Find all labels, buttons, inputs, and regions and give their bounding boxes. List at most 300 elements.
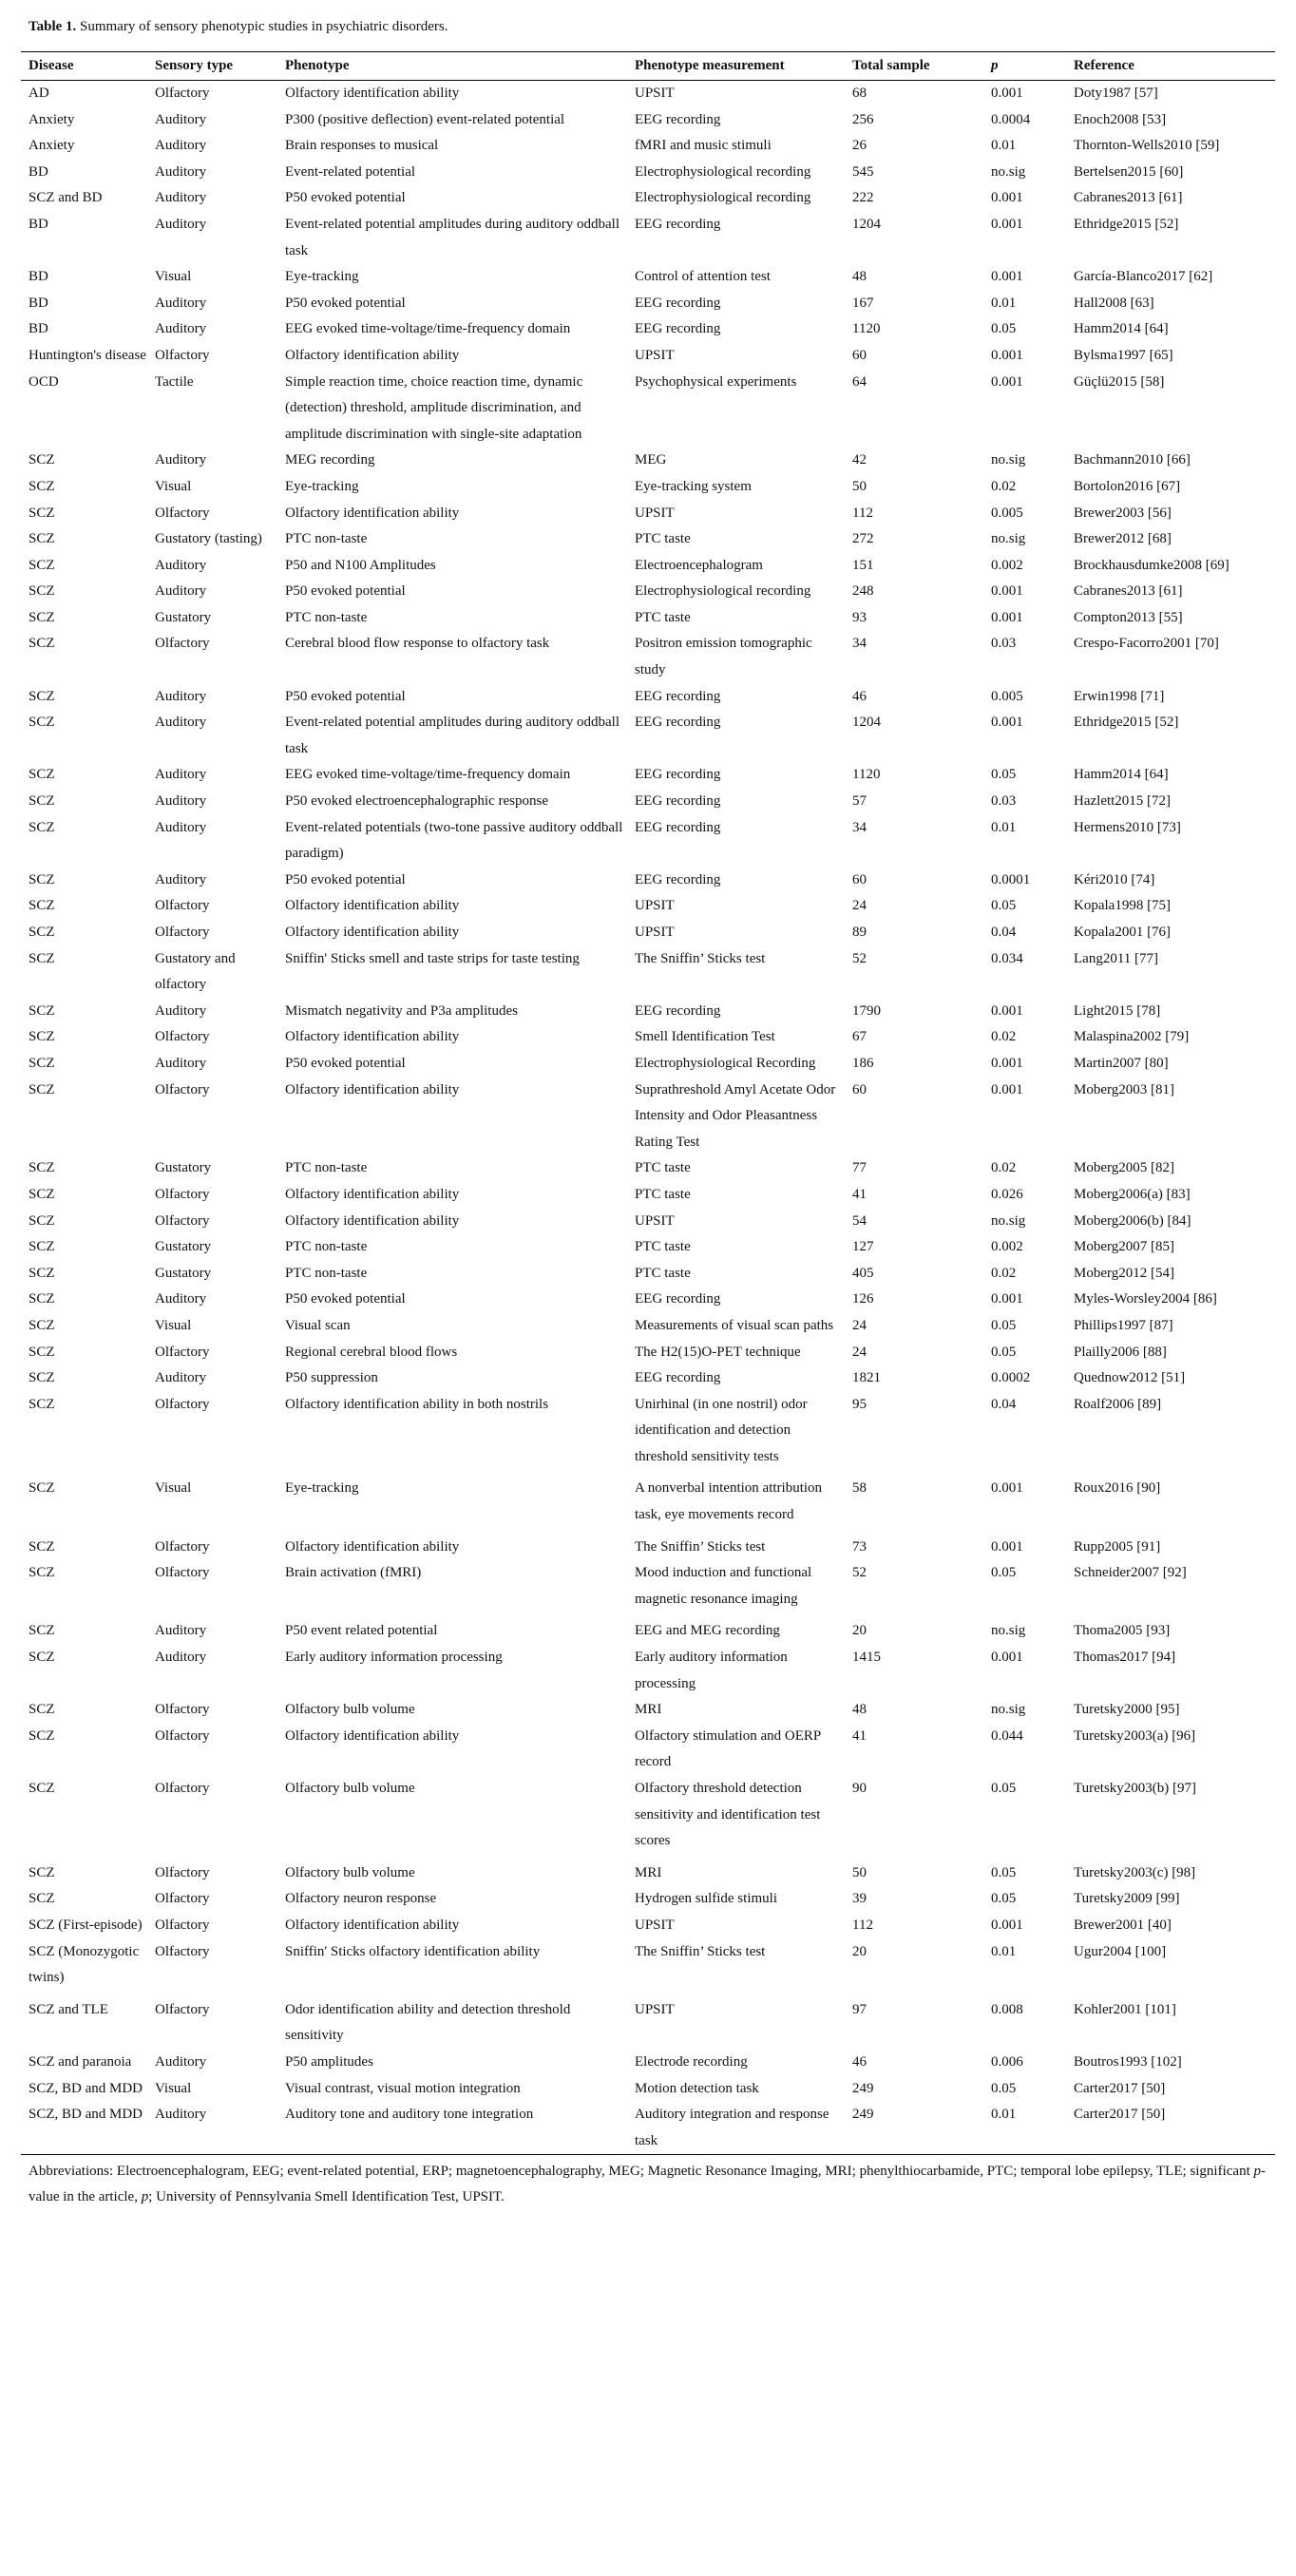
cell-reference: Turetsky2009 [99] [1074, 1891, 1180, 1907]
table-row [21, 2102, 1275, 2155]
table-row [21, 1560, 1275, 1618]
cell-phenotype: Sniffin' Sticks olfactory identification ability [285, 1943, 541, 1959]
cell-p-value: 0.02 [991, 1029, 1017, 1045]
cell-sensory-type: Gustatory (tasting) [155, 531, 262, 547]
cell-total-sample: 58 [852, 1480, 867, 1497]
cell-phenotype: EEG evoked time-voltage/time-frequency domain [285, 321, 571, 337]
cell-phenotype: Olfactory identification ability [285, 1081, 460, 1097]
cell-p-value: 0.0002 [991, 1370, 1031, 1386]
cell-total-sample: 222 [852, 190, 874, 206]
cell-total-sample: 24 [852, 1344, 867, 1360]
table-row [21, 501, 1275, 527]
cell-disease: SCZ [29, 767, 55, 783]
cell-disease: SCZ, BD and MDD [29, 2080, 143, 2096]
cell-phenotype-measurement: The H2(15)O-PET technique [635, 1344, 801, 1360]
cell-disease: SCZ [29, 925, 55, 940]
cell-p-value: 0.04 [991, 1396, 1017, 1412]
cell-phenotype: P50 evoked potential [285, 583, 406, 600]
cell-reference: Martin2007 [80] [1074, 1055, 1169, 1071]
cell-total-sample: 60 [852, 347, 867, 363]
cell-phenotype-measurement: UPSIT [635, 1917, 675, 1933]
cell-total-sample: 20 [852, 1623, 867, 1639]
cell-phenotype: Event-related potential [285, 163, 416, 180]
cell-phenotype-measurement: EEG recording [635, 1002, 721, 1019]
cell-sensory-type: Auditory [155, 111, 207, 127]
cell-phenotype: Olfactory identification ability [285, 898, 460, 914]
cell-disease: SCZ [29, 1344, 55, 1360]
cell-disease: BD [29, 295, 48, 311]
cell-disease: SCZ and paranoia [29, 2053, 132, 2070]
cell-disease: SCZ [29, 819, 55, 835]
cell-phenotype: Olfactory bulb volume [285, 1781, 415, 1796]
cell-total-sample: 1790 [852, 1002, 881, 1019]
table-caption-label: Table 1. [29, 19, 77, 34]
cell-total-sample: 95 [852, 1396, 867, 1412]
cell-p-value: 0.0001 [991, 871, 1031, 887]
cell-disease: SCZ [29, 793, 55, 810]
cell-p-value: 0.01 [991, 1943, 1017, 1959]
footnote-p-symbol-2: p [141, 2189, 149, 2204]
cell-total-sample: 48 [852, 1702, 867, 1718]
cell-phenotype: Olfactory identification ability [285, 1212, 460, 1229]
cell-phenotype: Olfactory identification ability in both nostrils [285, 1396, 549, 1412]
cell-total-sample: 41 [852, 1727, 867, 1744]
cell-disease: BD [29, 216, 48, 232]
cell-phenotype-measurement: EEG recording [635, 1370, 721, 1386]
cell-reference: Moberg2005 [82] [1074, 1160, 1174, 1176]
cell-total-sample: 52 [852, 950, 867, 966]
cell-phenotype-measurement: EEG recording [635, 819, 721, 835]
table-row [21, 1724, 1275, 1776]
cell-reference: Bylsma1997 [65] [1074, 347, 1173, 363]
cell-phenotype: PTC non-taste [285, 1265, 368, 1281]
cell-phenotype: PTC non-taste [285, 1239, 368, 1255]
table-row [21, 1287, 1275, 1313]
cell-phenotype-measurement: Electrode recording [635, 2053, 748, 2070]
cell-sensory-type: Olfactory [155, 1565, 210, 1581]
cell-p-value: 0.01 [991, 2107, 1017, 2123]
cell-phenotype-measurement: MRI [635, 1702, 662, 1718]
cell-phenotype: EEG evoked time-voltage/time-frequency domain [285, 767, 571, 783]
cell-sensory-type: Auditory [155, 452, 207, 468]
cell-sensory-type: Auditory [155, 688, 207, 704]
cell-reference: Bachmann2010 [66] [1074, 452, 1191, 468]
table-row [21, 370, 1275, 448]
table-row [21, 920, 1275, 946]
cell-p-value: no.sig [991, 1702, 1026, 1718]
table-row [21, 1209, 1275, 1235]
cell-reference: Moberg2007 [85] [1074, 1239, 1174, 1255]
cell-p-value: 0.04 [991, 925, 1017, 940]
cell-phenotype: Event-related potential amplitudes during auditory oddball task [285, 715, 619, 756]
cell-p-value: no.sig [991, 452, 1026, 468]
table-row [21, 185, 1275, 212]
cell-disease: SCZ [29, 1538, 55, 1555]
cell-reference: Roalf2006 [89] [1074, 1396, 1162, 1412]
cell-phenotype-measurement: Mood induction and functional magnetic resonance imaging [635, 1565, 812, 1607]
cell-reference: Brewer2003 [56] [1074, 505, 1172, 521]
cell-disease: SCZ [29, 1029, 55, 1045]
cell-total-sample: 60 [852, 871, 867, 887]
cell-phenotype: Sniffin' Sticks smell and taste strips for taste testing [285, 950, 580, 966]
cell-total-sample: 256 [852, 111, 874, 127]
table-row [21, 81, 1275, 107]
cell-total-sample: 68 [852, 86, 867, 101]
table-row [21, 1476, 1275, 1534]
cell-disease: AD [29, 86, 49, 101]
cell-phenotype-measurement: EEG recording [635, 216, 721, 232]
cell-disease: SCZ [29, 1160, 55, 1176]
table-row [21, 526, 1275, 553]
cell-phenotype: P50 evoked potential [285, 190, 406, 206]
cell-sensory-type: Auditory [155, 295, 207, 311]
table-row [21, 1697, 1275, 1724]
cell-sensory-type: Olfactory [155, 1212, 210, 1229]
cell-p-value: 0.05 [991, 1781, 1017, 1796]
table-footnote [29, 2159, 1292, 2210]
cell-total-sample: 52 [852, 1565, 867, 1581]
cell-phenotype-measurement: Control of attention test [635, 269, 771, 285]
cell-disease: SCZ [29, 1186, 55, 1202]
cell-reference: Kéri2010 [74] [1074, 871, 1155, 887]
cell-phenotype-measurement: EEG recording [635, 295, 721, 311]
table-row [21, 1645, 1275, 1697]
cell-phenotype: Olfactory identification ability [285, 86, 460, 101]
table-row [21, 999, 1275, 1025]
cell-sensory-type: Olfactory [155, 1396, 210, 1412]
cell-phenotype-measurement: MEG [635, 452, 667, 468]
footnote-text-2: -value in the article, [29, 2164, 1266, 2204]
cell-disease: SCZ and BD [29, 190, 103, 206]
table-row [21, 579, 1275, 605]
cell-total-sample: 39 [852, 1891, 867, 1907]
cell-p-value: 0.05 [991, 1344, 1017, 1360]
cell-p-value: 0.001 [991, 715, 1023, 731]
cell-p-value: 0.05 [991, 1864, 1017, 1880]
cell-p-value: 0.01 [991, 295, 1017, 311]
cell-reference: Turetsky2000 [95] [1074, 1702, 1180, 1718]
header-disease: Disease [29, 58, 74, 73]
cell-reference: García-Blanco2017 [62] [1074, 269, 1213, 285]
cell-total-sample: 50 [852, 1864, 867, 1880]
cell-sensory-type: Olfactory [155, 2001, 210, 2017]
cell-phenotype-measurement: Eye-tracking system [635, 478, 752, 494]
cell-reference: Cabranes2013 [61] [1074, 583, 1183, 600]
cell-phenotype: P50 evoked potential [285, 1291, 406, 1307]
cell-phenotype-measurement: Early auditory information processing [635, 1650, 788, 1691]
cell-disease: SCZ, BD and MDD [29, 2107, 143, 2123]
cell-reference: Moberg2012 [54] [1074, 1265, 1174, 1281]
cell-sensory-type: Visual [155, 478, 192, 494]
cell-disease: SCZ [29, 636, 55, 652]
cell-disease: SCZ [29, 871, 55, 887]
cell-total-sample: 248 [852, 583, 874, 600]
table-row [21, 1234, 1275, 1261]
cell-p-value: 0.05 [991, 898, 1017, 914]
cell-phenotype: PTC non-taste [285, 609, 368, 625]
cell-p-value: 0.001 [991, 190, 1023, 206]
header-reference: Reference [1074, 58, 1134, 73]
cell-reference: Malaspina2002 [79] [1074, 1029, 1190, 1045]
table-row [21, 1182, 1275, 1209]
cell-total-sample: 1204 [852, 715, 881, 731]
cell-phenotype: Cerebral blood flow response to olfactory task [285, 636, 550, 652]
cell-reference: Brockhausdumke2008 [69] [1074, 557, 1229, 573]
table-row [21, 762, 1275, 789]
cell-sensory-type: Visual [155, 1317, 192, 1333]
cell-disease: SCZ (Monozygotic twins) [29, 1943, 140, 1986]
cell-p-value: no.sig [991, 1623, 1026, 1639]
cell-total-sample: 57 [852, 793, 867, 810]
cell-disease: SCZ [29, 1291, 55, 1307]
cell-disease: SCZ [29, 950, 55, 966]
cell-reference: Compton2013 [55] [1074, 609, 1183, 625]
cell-p-value: 0.02 [991, 1160, 1017, 1176]
cell-sensory-type: Olfactory [155, 1917, 210, 1933]
cell-p-value: 0.0004 [991, 111, 1031, 127]
cell-phenotype-measurement: UPSIT [635, 898, 675, 914]
cell-disease: SCZ [29, 898, 55, 914]
table-caption-text: Summary of sensory phenotypic studies in psychiatric disorders. [76, 19, 448, 34]
cell-phenotype: P300 (positive deflection) event-related potential [285, 111, 565, 127]
cell-phenotype: P50 amplitudes [285, 2053, 373, 2070]
cell-disease: SCZ and TLE [29, 2001, 108, 2017]
cell-phenotype-measurement: UPSIT [635, 505, 675, 521]
cell-phenotype-measurement: UPSIT [635, 86, 675, 101]
cell-reference: Phillips1997 [87] [1074, 1317, 1173, 1333]
table-row [21, 815, 1275, 868]
cell-phenotype: P50 evoked potential [285, 688, 406, 704]
table-row [21, 2050, 1275, 2076]
cell-sensory-type: Olfactory [155, 1943, 210, 1959]
cell-reference: Cabranes2013 [61] [1074, 190, 1183, 206]
cell-reference: Plailly2006 [88] [1074, 1344, 1167, 1360]
cell-phenotype-measurement: A nonverbal intention attribution task, eye movements record [635, 1480, 823, 1523]
cell-total-sample: 34 [852, 819, 867, 835]
cell-disease: SCZ [29, 609, 55, 625]
cell-phenotype: Olfactory identification ability [285, 1186, 460, 1202]
cell-p-value: 0.05 [991, 767, 1017, 783]
cell-reference: Kohler2001 [101] [1074, 2001, 1176, 2017]
table-row [21, 1313, 1275, 1340]
cell-phenotype: PTC non-taste [285, 531, 368, 547]
cell-phenotype-measurement: UPSIT [635, 347, 675, 363]
table-row [21, 631, 1275, 683]
cell-total-sample: 90 [852, 1781, 867, 1796]
cell-phenotype-measurement: EEG recording [635, 767, 721, 783]
cell-p-value: 0.05 [991, 1565, 1017, 1581]
cell-total-sample: 54 [852, 1212, 867, 1229]
cell-disease: SCZ [29, 1239, 55, 1255]
cell-p-value: 0.05 [991, 1317, 1017, 1333]
cell-phenotype-measurement: Psychophysical experiments [635, 373, 797, 390]
cell-p-value: 0.001 [991, 1081, 1023, 1097]
cell-total-sample: 48 [852, 269, 867, 285]
cell-p-value: 0.001 [991, 1480, 1023, 1497]
cell-reference: Turetsky2003(b) [97] [1074, 1781, 1197, 1796]
cell-phenotype-measurement: Electrophysiological recording [635, 163, 811, 180]
cell-phenotype: MEG recording [285, 452, 375, 468]
cell-reference: Rupp2005 [91] [1074, 1538, 1161, 1555]
cell-phenotype: Brain responses to musical [285, 138, 439, 154]
cell-total-sample: 42 [852, 452, 867, 468]
cell-phenotype: Olfactory identification ability [285, 1029, 460, 1045]
table-row [21, 1860, 1275, 1887]
header-phenotype-measurement: Phenotype measurement [635, 58, 785, 73]
cell-disease: SCZ (First-episode) [29, 1917, 143, 1933]
table-row [21, 1024, 1275, 1051]
cell-disease: SCZ [29, 1212, 55, 1229]
cell-total-sample: 1821 [852, 1370, 881, 1386]
cell-phenotype: P50 evoked potential [285, 295, 406, 311]
cell-reference: Kopala1998 [75] [1074, 898, 1172, 914]
cell-total-sample: 89 [852, 925, 867, 940]
cell-total-sample: 127 [852, 1239, 874, 1255]
cell-disease: SCZ [29, 1396, 55, 1412]
cell-reference: Turetsky2003(c) [98] [1074, 1864, 1196, 1880]
cell-p-value: no.sig [991, 531, 1026, 547]
cell-phenotype-measurement: Auditory integration and response task [635, 2107, 829, 2148]
cell-p-value: 0.008 [991, 2001, 1023, 2017]
cell-sensory-type: Olfactory [155, 505, 210, 521]
cell-disease: SCZ [29, 1055, 55, 1071]
cell-p-value: 0.001 [991, 1055, 1023, 1071]
cell-total-sample: 34 [852, 636, 867, 652]
table-row [21, 868, 1275, 894]
cell-total-sample: 67 [852, 1029, 867, 1045]
cell-phenotype: P50 evoked potential [285, 871, 406, 887]
cell-total-sample: 50 [852, 478, 867, 494]
cell-p-value: 0.01 [991, 819, 1017, 835]
cell-total-sample: 41 [852, 1186, 867, 1202]
cell-sensory-type: Olfactory [155, 1781, 210, 1796]
table-row [21, 1618, 1275, 1645]
cell-total-sample: 1415 [852, 1650, 881, 1666]
cell-reference: Güçlü2015 [58] [1074, 373, 1165, 390]
cell-phenotype-measurement: EEG recording [635, 111, 721, 127]
cell-reference: Schneider2007 [92] [1074, 1565, 1187, 1581]
table-row [21, 710, 1275, 762]
cell-total-sample: 77 [852, 1160, 867, 1176]
cell-p-value: 0.05 [991, 1891, 1017, 1907]
cell-sensory-type: Auditory [155, 321, 207, 337]
cell-disease: SCZ [29, 1623, 55, 1639]
cell-reference: Thomas2017 [94] [1074, 1650, 1176, 1666]
cell-total-sample: 97 [852, 2001, 867, 2017]
footnote-p-symbol-1: p [1253, 2164, 1261, 2179]
cell-sensory-type: Auditory [155, 2053, 207, 2070]
cell-total-sample: 186 [852, 1055, 874, 1071]
cell-total-sample: 112 [852, 1917, 873, 1933]
table-row [21, 946, 1275, 999]
header-phenotype: Phenotype [285, 58, 350, 73]
cell-reference: Hamm2014 [64] [1074, 767, 1169, 783]
cell-phenotype-measurement: Olfactory threshold detection sensitivity and identification test scores [635, 1781, 821, 1849]
cell-phenotype: PTC non-taste [285, 1160, 368, 1176]
cell-phenotype-measurement: EEG and MEG recording [635, 1623, 780, 1639]
cell-sensory-type: Auditory [155, 871, 207, 887]
cell-phenotype: Olfactory identification ability [285, 1538, 460, 1555]
cell-reference: Boutros1993 [102] [1074, 2053, 1182, 2070]
table-row [21, 1051, 1275, 1078]
cell-p-value: 0.01 [991, 138, 1017, 154]
cell-disease: SCZ [29, 1480, 55, 1497]
cell-phenotype: Mismatch negativity and P3a amplitudes [285, 1002, 518, 1019]
cell-p-value: 0.002 [991, 557, 1023, 573]
cell-sensory-type: Visual [155, 269, 192, 285]
cell-phenotype: Event-related potentials (two-tone passive auditory oddball paradigm) [285, 819, 623, 862]
cell-sensory-type: Olfactory [155, 898, 210, 914]
cell-total-sample: 405 [852, 1265, 874, 1281]
cell-total-sample: 249 [852, 2080, 874, 2096]
cell-sensory-type: Auditory [155, 163, 207, 180]
cell-reference: Bertelsen2015 [60] [1074, 163, 1184, 180]
cell-phenotype: Simple reaction time, choice reaction time, dynamic (detection) threshold, amplitude discrimination, and amplitude discrimination with single-site adaptation [285, 373, 583, 442]
cell-sensory-type: Olfactory [155, 1538, 210, 1555]
table-row [21, 160, 1275, 186]
cell-phenotype-measurement: Motion detection task [635, 2080, 759, 2096]
cell-reference: Carter2017 [50] [1074, 2080, 1166, 2096]
cell-phenotype-measurement: Smell Identification Test [635, 1029, 775, 1045]
cell-phenotype: P50 evoked potential [285, 1055, 406, 1071]
table-row [21, 1913, 1275, 1939]
cell-p-value: 0.001 [991, 1291, 1023, 1307]
cell-disease: SCZ [29, 531, 55, 547]
cell-phenotype-measurement: Olfactory stimulation and OERP record [635, 1727, 821, 1770]
cell-disease: SCZ [29, 505, 55, 521]
cell-phenotype-measurement: Electrophysiological recording [635, 583, 811, 600]
cell-disease: SCZ [29, 688, 55, 704]
cell-p-value: 0.002 [991, 1239, 1023, 1255]
cell-total-sample: 24 [852, 1317, 867, 1333]
cell-phenotype: Eye-tracking [285, 1480, 359, 1497]
table-row [21, 291, 1275, 317]
table-row [21, 474, 1275, 501]
table-row [21, 1078, 1275, 1156]
cell-p-value: 0.026 [991, 1186, 1023, 1202]
cell-reference: Thornton-Wells2010 [59] [1074, 138, 1220, 154]
cell-p-value: 0.03 [991, 793, 1017, 810]
cell-sensory-type: Auditory [155, 1055, 207, 1071]
cell-phenotype-measurement: PTC taste [635, 1160, 691, 1176]
cell-phenotype: Regional cerebral blood flows [285, 1344, 458, 1360]
cell-reference: Ugur2004 [100] [1074, 1943, 1167, 1959]
table-row [21, 264, 1275, 291]
cell-phenotype: Olfactory bulb volume [285, 1702, 415, 1718]
cell-disease: SCZ [29, 452, 55, 468]
cell-sensory-type: Olfactory [155, 925, 210, 940]
cell-sensory-type: Gustatory [155, 1239, 212, 1255]
cell-disease: SCZ [29, 1265, 55, 1281]
cell-sensory-type: Visual [155, 2080, 192, 2096]
cell-disease: BD [29, 163, 48, 180]
cell-p-value: 0.001 [991, 1650, 1023, 1666]
cell-reference: Roux2016 [90] [1074, 1480, 1161, 1497]
cell-p-value: no.sig [991, 1212, 1026, 1229]
cell-p-value: 0.005 [991, 688, 1023, 704]
phenotype-table [21, 51, 1275, 2155]
cell-phenotype-measurement: PTC taste [635, 1186, 691, 1202]
cell-reference: Lang2011 [77] [1074, 950, 1159, 966]
cell-phenotype-measurement: The Sniffin’ Sticks test [635, 950, 766, 966]
cell-p-value: 0.006 [991, 2053, 1023, 2070]
cell-phenotype-measurement: Hydrogen sulfide stimuli [635, 1891, 777, 1907]
cell-reference: Myles-Worsley2004 [86] [1074, 1291, 1217, 1307]
cell-phenotype-measurement: EEG recording [635, 871, 721, 887]
cell-reference: Brewer2001 [40] [1074, 1917, 1172, 1933]
cell-phenotype: Olfactory bulb volume [285, 1864, 415, 1880]
cell-total-sample: 60 [852, 1081, 867, 1097]
